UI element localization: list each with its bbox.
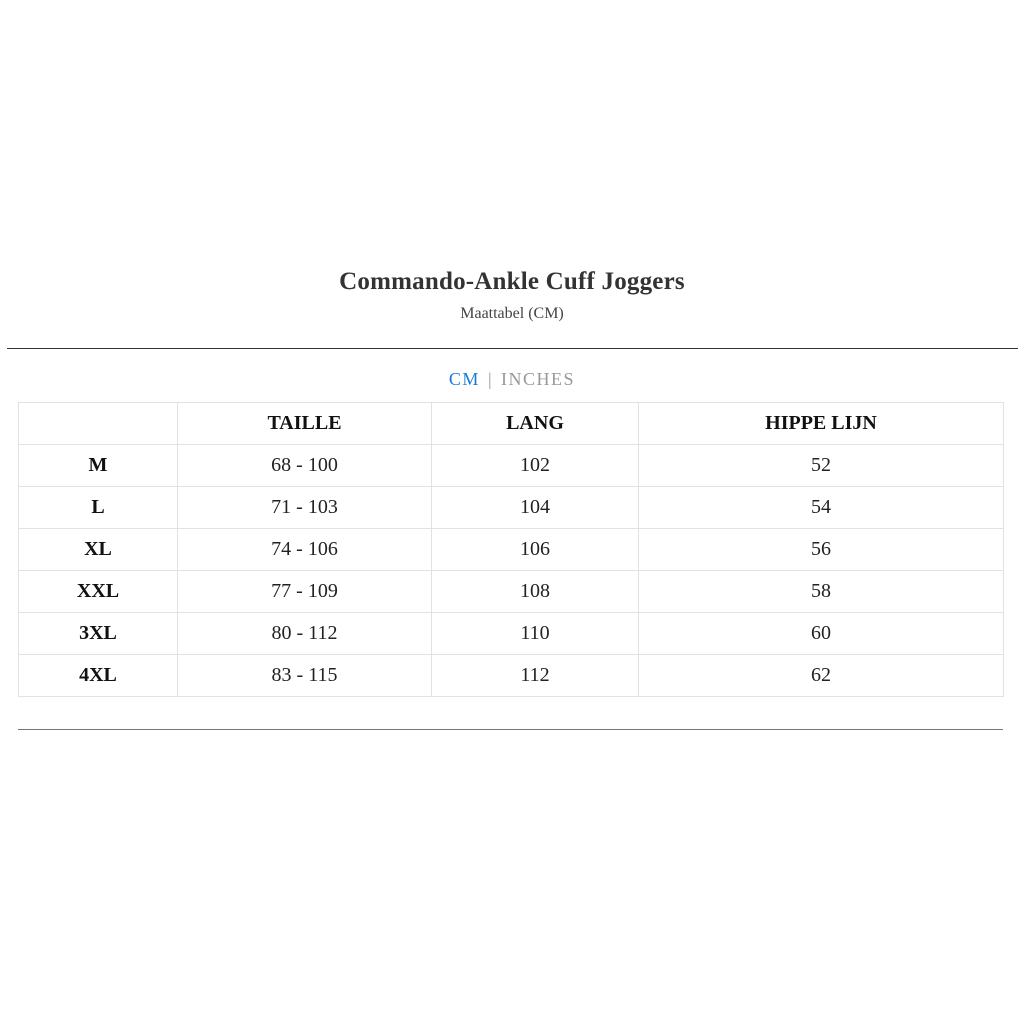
size-chart-table [18,402,1004,697]
column-header-hippe-lijn: HIPPE LIJN [639,403,1004,445]
lang-cell: 112 [432,655,639,697]
hippe-lijn-cell: 62 [639,655,1004,697]
lang-cell: 108 [432,571,639,613]
taille-cell: 77 - 109 [178,571,432,613]
lang-cell: 104 [432,487,639,529]
size-label-cell: XXL [19,571,178,613]
taille-cell: 74 - 106 [178,529,432,571]
table-header-row [19,403,1004,445]
unit-cm-option[interactable]: CM [448,369,480,389]
table-row [19,655,1004,697]
column-header-taille: TAILLE [178,403,432,445]
hippe-lijn-cell: 56 [639,529,1004,571]
lang-cell: 106 [432,529,639,571]
bottom-divider [18,729,1003,730]
taille-cell: 68 - 100 [178,445,432,487]
hippe-lijn-cell: 52 [639,445,1004,487]
table-row [19,529,1004,571]
column-header-size [19,403,178,445]
table-row [19,487,1004,529]
hippe-lijn-cell: 58 [639,571,1004,613]
size-label-cell: 4XL [19,655,178,697]
lang-cell: 110 [432,613,639,655]
table-row [19,571,1004,613]
unit-separator: | [487,369,494,389]
page-title: Commando-Ankle Cuff Joggers [339,268,685,295]
unit-toggle [0,369,1024,390]
column-header-lang: LANG [432,403,639,445]
taille-cell: 71 - 103 [178,487,432,529]
taille-cell: 83 - 115 [178,655,432,697]
top-divider [7,348,1018,349]
size-label-cell: 3XL [19,613,178,655]
hippe-lijn-cell: 60 [639,613,1004,655]
size-label-cell: L [19,487,178,529]
size-label-cell: M [19,445,178,487]
page-subtitle: Maattabel (CM) [460,305,564,322]
lang-cell: 102 [432,445,639,487]
unit-inches-option[interactable]: INCHES [501,369,576,389]
hippe-lijn-cell: 54 [639,487,1004,529]
size-label-cell: XL [19,529,178,571]
table-row [19,445,1004,487]
table-row [19,613,1004,655]
taille-cell: 80 - 112 [178,613,432,655]
